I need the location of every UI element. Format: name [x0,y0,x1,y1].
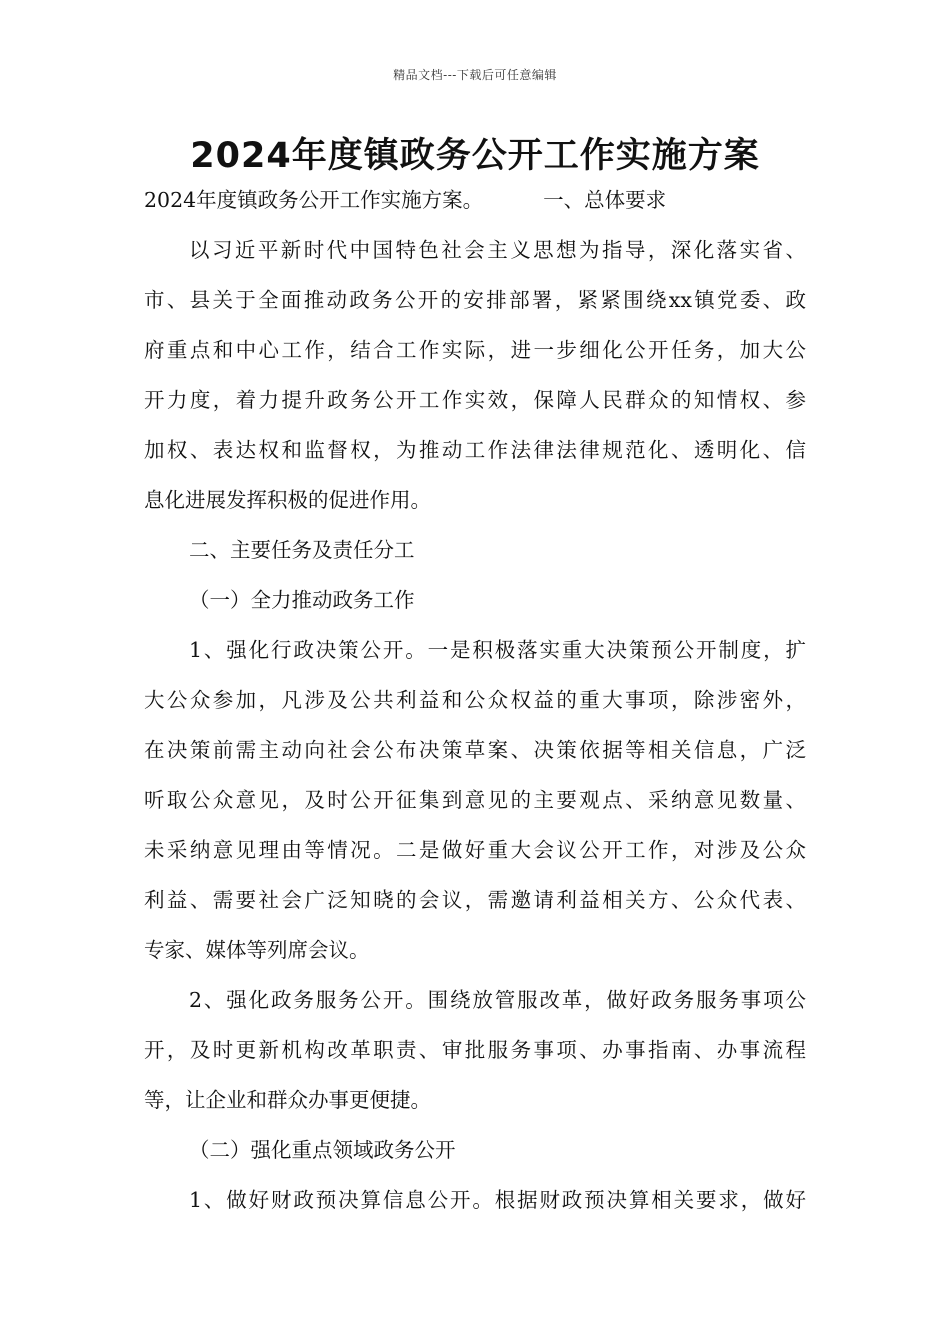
text-line: 听取公众意见，及时公开征集到意见的主要观点、采纳意见数量、 [144,788,806,812]
text-line: 1、做好财政预决算信息公开。根据财政预决算相关要求，做好 [189,1188,806,1212]
text-line: 府重点和中心工作，结合工作实际，进一步细化公开任务，加大公 [144,338,806,362]
text-line: 2、强化政务服务公开。围绕放管服改革，做好政务服务事项公 [189,988,806,1012]
text-line: （二）强化重点领域政务公开 [189,1138,456,1162]
section-heading: 一、总体要求 [543,188,667,212]
text-line: 大公众参加，凡涉及公共利益和公众权益的重大事项，除涉密外， [144,688,806,712]
text-line: 等，让企业和群众办事更便捷。 [144,1088,431,1112]
text-line: 开，及时更新机构改革职责、审批服务事项、办事指南、办事流程 [144,1038,806,1062]
text-line-lead: 2024年度镇政务公开工作实施方案。 [144,188,484,212]
text-line: 加权、表达权和监督权，为推动工作法律法律规范化、透明化、信 [144,438,806,462]
text-line: （一）全力推动政务工作 [189,588,415,612]
text-line: 市、县关于全面推动政务公开的安排部署，紧紧围绕xx镇党委、政 [144,288,806,312]
text-line: 专家、媒体等列席会议。 [144,938,370,962]
text-line: 1、强化行政决策公开。一是积极落实重大决策预公开制度，扩 [189,638,806,662]
text-line: 开力度，着力提升政务公开工作实效，保障人民群众的知情权、参 [144,388,806,412]
header-note: 精品文档---下载后可任意编辑 [393,68,557,82]
text-line: 利益、需要社会广泛知晓的会议，需邀请利益相关方、公众代表、 [144,888,806,912]
text-line: 息化进展发挥积极的促进作用。 [144,488,431,512]
text-line: 以习近平新时代中国特色社会主义思想为指导，深化落实省、 [189,238,806,262]
text-line: 未采纳意见理由等情况。二是做好重大会议公开工作，对涉及公众 [144,838,806,862]
text-line [144,183,806,233]
document-title: 2024年度镇政务公开工作实施方案 [190,136,760,176]
text-line: 二、主要任务及责任分工 [189,538,415,562]
document-body [144,183,806,1233]
text-line: 在决策前需主动向社会公布决策草案、决策依据等相关信息，广泛 [144,738,806,762]
